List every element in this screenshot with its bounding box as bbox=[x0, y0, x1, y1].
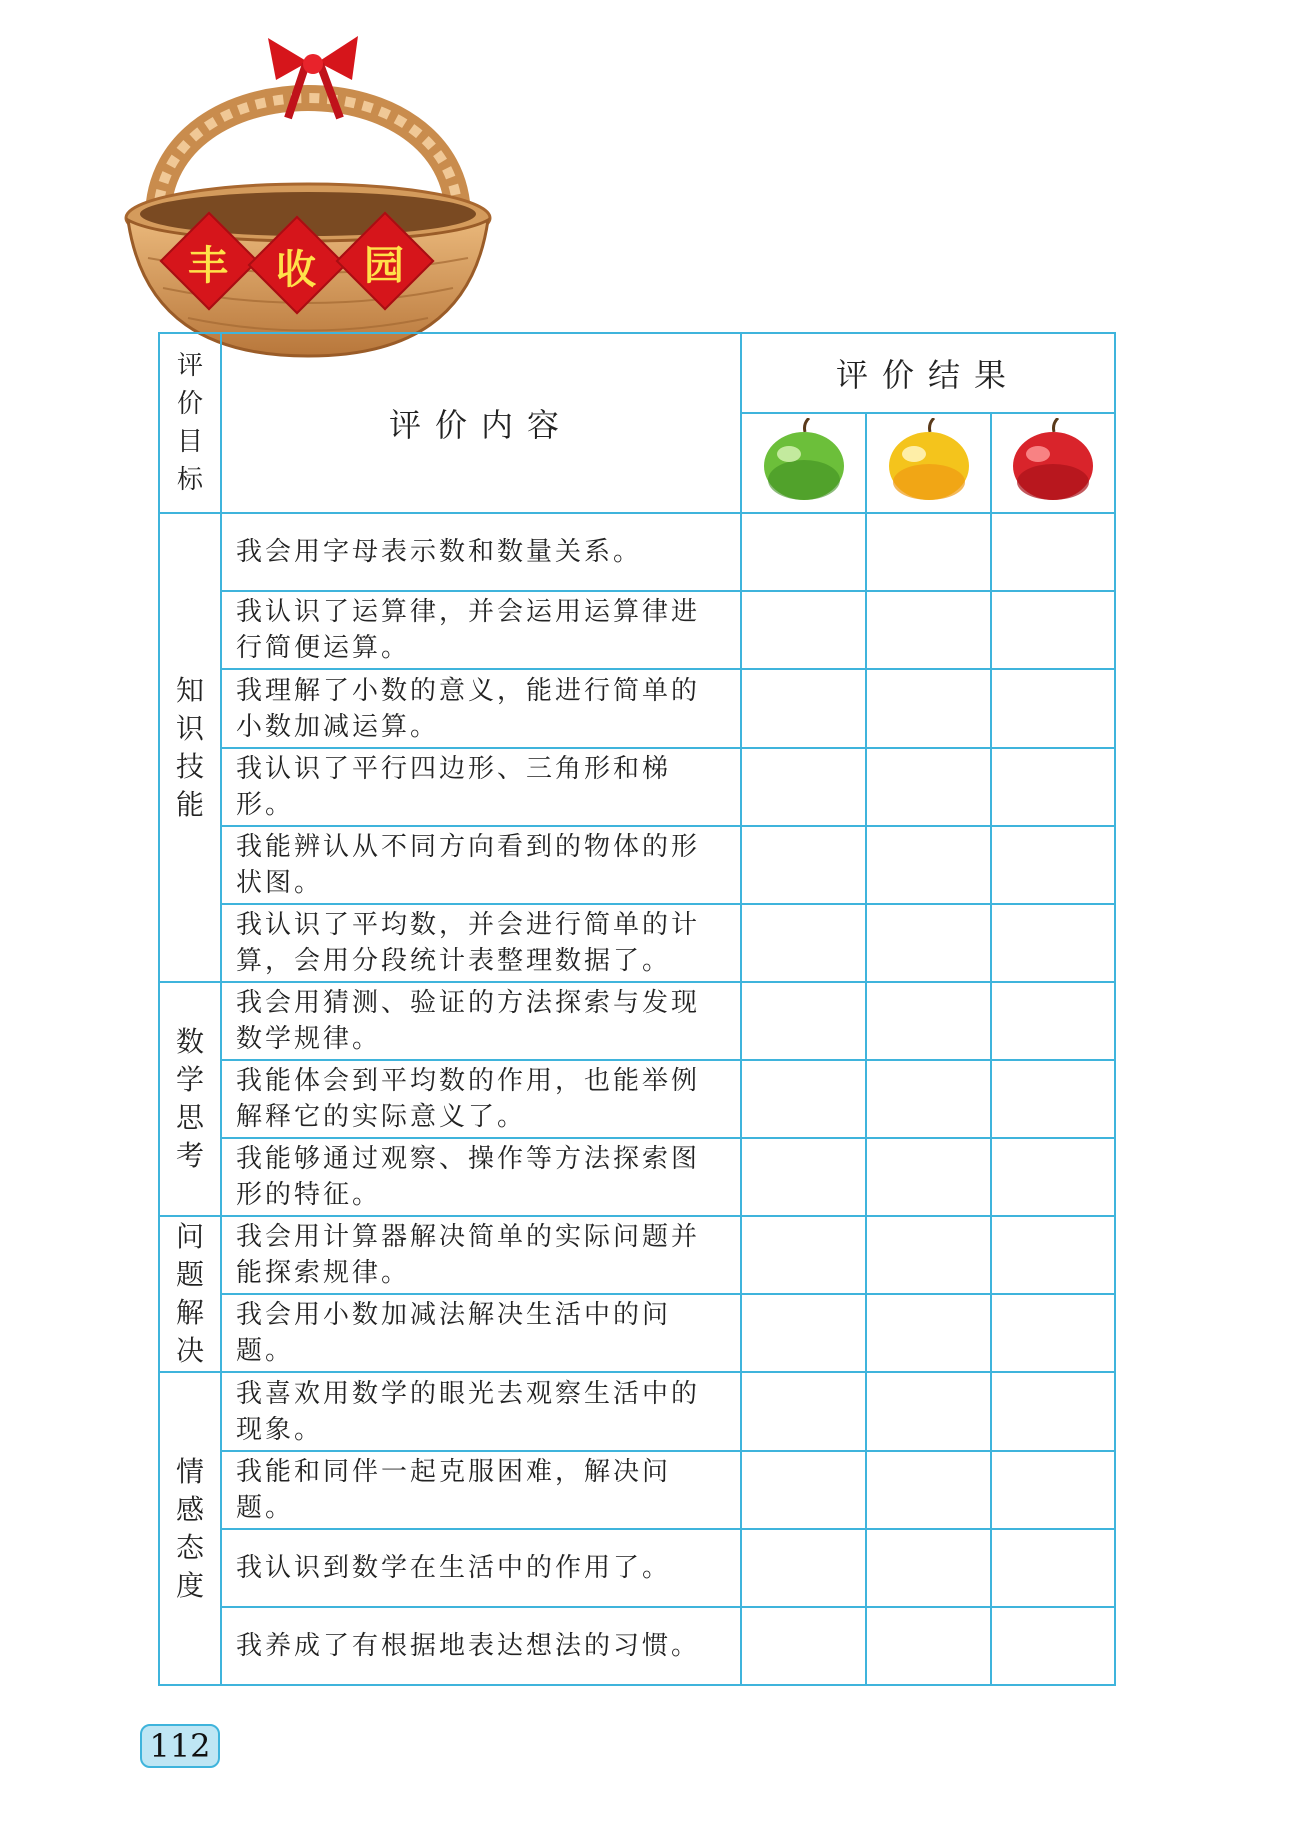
rating-cell-yellow[interactable] bbox=[866, 748, 991, 826]
rating-cell-red[interactable] bbox=[991, 1294, 1115, 1372]
rating-cell-yellow[interactable] bbox=[866, 1372, 991, 1450]
table-row bbox=[159, 904, 1115, 982]
rating-cell-red[interactable] bbox=[991, 1451, 1115, 1529]
rating-cell-green[interactable] bbox=[741, 1216, 866, 1294]
apple-header-green bbox=[741, 413, 866, 513]
rating-cell-yellow[interactable] bbox=[866, 1607, 991, 1685]
goal-header: 评 价 目 标 bbox=[159, 333, 221, 513]
evaluation-item-text: 我能够通过观察、操作等方法探索图形的特征。 bbox=[221, 1138, 741, 1216]
rating-cell-yellow[interactable] bbox=[866, 513, 991, 591]
goal-cell-math-thinking: 数 学 思 考 bbox=[159, 982, 221, 1216]
content-header: 评价内容 bbox=[221, 333, 741, 513]
rating-cell-yellow[interactable] bbox=[866, 1529, 991, 1607]
evaluation-item-text: 我喜欢用数学的眼光去观察生活中的现象。 bbox=[221, 1372, 741, 1450]
apple-header-yellow bbox=[866, 413, 991, 513]
rating-cell-green[interactable] bbox=[741, 1529, 866, 1607]
rating-cell-green[interactable] bbox=[741, 748, 866, 826]
table-row bbox=[159, 826, 1115, 904]
result-header: 评价结果 bbox=[741, 333, 1115, 413]
evaluation-item-text: 我能和同伴一起克服困难，解决问题。 bbox=[221, 1451, 741, 1529]
rating-cell-yellow[interactable] bbox=[866, 1451, 991, 1529]
rating-cell-red[interactable] bbox=[991, 1216, 1115, 1294]
goal-cell-knowledge-skills: 知 识 技 能 bbox=[159, 513, 221, 982]
table-row bbox=[159, 1372, 1115, 1450]
rating-cell-green[interactable] bbox=[741, 1294, 866, 1372]
evaluation-table bbox=[158, 332, 1116, 1686]
rating-cell-green[interactable] bbox=[741, 826, 866, 904]
rating-cell-red[interactable] bbox=[991, 826, 1115, 904]
rating-cell-yellow[interactable] bbox=[866, 1138, 991, 1216]
harvest-basket-illustration bbox=[118, 18, 518, 378]
rating-cell-yellow[interactable] bbox=[866, 591, 991, 669]
rating-cell-green[interactable] bbox=[741, 1451, 866, 1529]
table-row bbox=[159, 591, 1115, 669]
rating-cell-yellow[interactable] bbox=[866, 1060, 991, 1138]
evaluation-item-text: 我认识了平均数，并会进行简单的计算，会用分段统计表整理数据了。 bbox=[221, 904, 741, 982]
rating-cell-yellow[interactable] bbox=[866, 669, 991, 747]
banner-char-1: 丰 bbox=[188, 243, 228, 289]
banner-char-3: 园 bbox=[364, 243, 404, 289]
rating-cell-red[interactable] bbox=[991, 1372, 1115, 1450]
table-row bbox=[159, 669, 1115, 747]
rating-cell-green[interactable] bbox=[741, 904, 866, 982]
rating-cell-yellow[interactable] bbox=[866, 826, 991, 904]
page-number: 112 bbox=[140, 1724, 220, 1768]
rating-cell-yellow[interactable] bbox=[866, 982, 991, 1060]
banner-char-2: 收 bbox=[276, 247, 316, 293]
evaluation-item-text: 我会用猜测、验证的方法探索与发现数学规律。 bbox=[221, 982, 741, 1060]
table-row bbox=[159, 1607, 1115, 1685]
rating-cell-green[interactable] bbox=[741, 591, 866, 669]
rating-cell-yellow[interactable] bbox=[866, 1216, 991, 1294]
rating-cell-red[interactable] bbox=[991, 1060, 1115, 1138]
yellow-apple-icon bbox=[884, 418, 974, 504]
rating-cell-green[interactable] bbox=[741, 669, 866, 747]
green-apple-icon bbox=[759, 418, 849, 504]
evaluation-item-text: 我认识到数学在生活中的作用了。 bbox=[221, 1529, 741, 1607]
table-row bbox=[159, 748, 1115, 826]
evaluation-item-text: 我会用小数加减法解决生活中的问题。 bbox=[221, 1294, 741, 1372]
evaluation-item-text: 我能体会到平均数的作用，也能举例解释它的实际意义了。 bbox=[221, 1060, 741, 1138]
red-apple-icon bbox=[1008, 418, 1098, 504]
evaluation-item-text: 我理解了小数的意义，能进行简单的小数加减运算。 bbox=[221, 669, 741, 747]
table-row bbox=[159, 513, 1115, 591]
rating-cell-yellow[interactable] bbox=[866, 1294, 991, 1372]
table-row bbox=[159, 1138, 1115, 1216]
rating-cell-red[interactable] bbox=[991, 982, 1115, 1060]
goal-cell-problem-solving: 问 题 解 决 bbox=[159, 1216, 221, 1372]
table-row bbox=[159, 1294, 1115, 1372]
table-row bbox=[159, 1060, 1115, 1138]
rating-cell-green[interactable] bbox=[741, 1607, 866, 1685]
rating-cell-green[interactable] bbox=[741, 513, 866, 591]
rating-cell-red[interactable] bbox=[991, 1607, 1115, 1685]
apple-header-red bbox=[991, 413, 1115, 513]
rating-cell-red[interactable] bbox=[991, 1138, 1115, 1216]
goal-cell-emotion-attitude: 情 感 态 度 bbox=[159, 1372, 221, 1685]
rating-cell-green[interactable] bbox=[741, 1372, 866, 1450]
evaluation-item-text: 我能辨认从不同方向看到的物体的形状图。 bbox=[221, 826, 741, 904]
table-row bbox=[159, 1529, 1115, 1607]
table-row bbox=[159, 1451, 1115, 1529]
evaluation-item-text: 我会用字母表示数和数量关系。 bbox=[221, 513, 741, 591]
evaluation-item-text: 我会用计算器解决简单的实际问题并能探索规律。 bbox=[221, 1216, 741, 1294]
rating-cell-red[interactable] bbox=[991, 513, 1115, 591]
rating-cell-green[interactable] bbox=[741, 1060, 866, 1138]
rating-cell-red[interactable] bbox=[991, 1529, 1115, 1607]
table-row bbox=[159, 982, 1115, 1060]
rating-cell-red[interactable] bbox=[991, 748, 1115, 826]
table-row bbox=[159, 1216, 1115, 1294]
rating-cell-red[interactable] bbox=[991, 904, 1115, 982]
evaluation-item-text: 我养成了有根据地表达想法的习惯。 bbox=[221, 1607, 741, 1685]
evaluation-item-text: 我认识了运算律，并会运用运算律进行简便运算。 bbox=[221, 591, 741, 669]
harvest-garden-banner bbox=[160, 206, 430, 316]
rating-cell-red[interactable] bbox=[991, 591, 1115, 669]
rating-cell-yellow[interactable] bbox=[866, 904, 991, 982]
rating-cell-red[interactable] bbox=[991, 669, 1115, 747]
rating-cell-green[interactable] bbox=[741, 1138, 866, 1216]
evaluation-item-text: 我认识了平行四边形、三角形和梯形。 bbox=[221, 748, 741, 826]
rating-cell-green[interactable] bbox=[741, 982, 866, 1060]
